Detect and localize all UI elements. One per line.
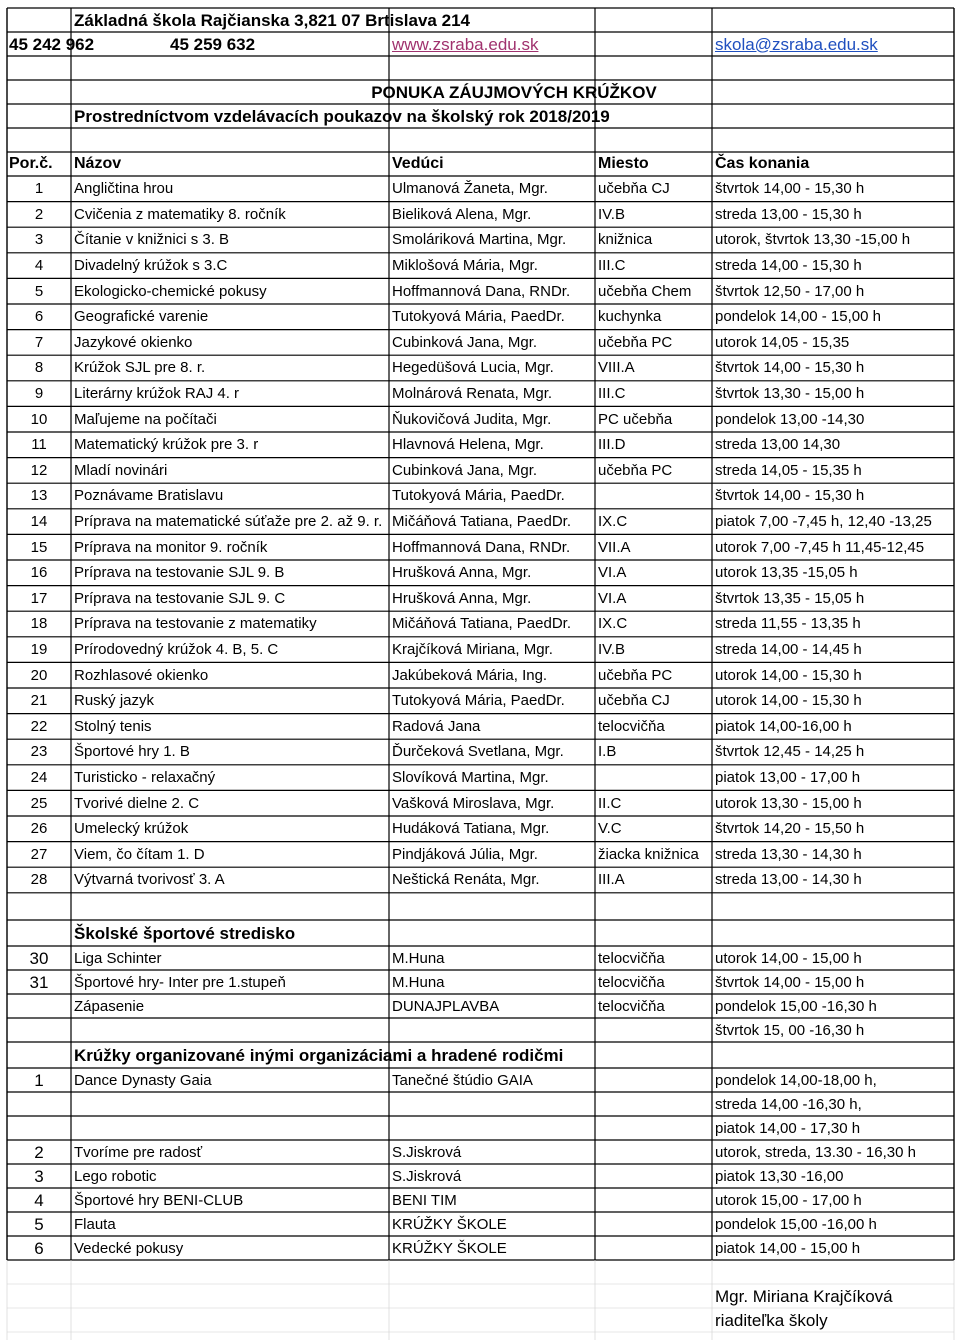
table-row	[0, 586, 960, 612]
course-time: pondelok 15,00 -16,00 h	[715, 1215, 877, 1233]
course-time: streda 14,05 - 15,35 h	[715, 461, 862, 479]
course-place: telocvičňa	[598, 717, 665, 735]
other-section-row	[0, 1042, 960, 1068]
course-name: Mladí novinári	[74, 461, 168, 479]
course-leader: Bieliková Alena, Mgr.	[392, 205, 532, 223]
course-place: V.C	[598, 820, 622, 838]
row-number: 16	[30, 564, 48, 582]
course-leader: Neštická Renáta, Mgr.	[392, 871, 540, 889]
course-time: štvrtok 15, 00 -16,30 h	[715, 1021, 865, 1039]
course-place	[598, 483, 712, 509]
course-leader: Mičáňová Tatiana, PaedDr.	[392, 615, 571, 633]
course-name: Turisticko - relaxačný	[74, 769, 216, 787]
row-number	[7, 1116, 71, 1140]
course-place	[598, 1068, 712, 1092]
course-place: učebňa CJ	[598, 180, 670, 198]
page-title: PONUKA ZÁUJMOVÝCH KRÚŽKOV	[371, 82, 657, 102]
table-row	[0, 176, 960, 202]
course-name: Ruský jazyk	[74, 692, 155, 710]
row-number: 13	[30, 487, 48, 505]
signature-role-row	[0, 1308, 960, 1332]
signature-role: riaditeľka školy	[715, 1310, 828, 1330]
course-time: pondelok 14,00 - 15,00 h	[715, 308, 881, 326]
course-name: Maľujeme na počítači	[74, 410, 217, 428]
course-time: streda 14,00 - 14,45 h	[715, 641, 862, 659]
table-row	[0, 534, 960, 560]
course-time: štvrtok 12,50 - 17,00 h	[715, 282, 865, 300]
course-place: VIII.A	[598, 359, 635, 377]
other-section-title: Krúžky organizované inými organizáciami a hradené rodičmi	[74, 1045, 564, 1065]
course-place: III.C	[598, 385, 626, 403]
row-number: 9	[34, 385, 44, 403]
course-name: Rozhlasové okienko	[74, 666, 209, 684]
table-row	[0, 509, 960, 535]
table-row	[0, 355, 960, 381]
course-time: štvrtok 14,00 - 15,00 h	[715, 973, 865, 991]
course-leader: Hoffmannová Dana, RNDr.	[392, 282, 571, 300]
course-place: telocvičňa	[598, 997, 665, 1015]
row-number: 24	[30, 769, 48, 787]
course-leader: Hrušková Anna, Mgr.	[392, 589, 532, 607]
course-leader: Vašková Miroslava, Mgr.	[392, 794, 555, 812]
row-number: 23	[30, 743, 48, 761]
table-row	[0, 304, 960, 330]
table-row	[0, 1236, 960, 1260]
row-number: 12	[30, 461, 48, 479]
row-number: 17	[30, 589, 48, 607]
course-time: utorok 7,00 -7,45 h 11,45-12,45	[715, 538, 925, 556]
row-number: 6	[34, 1238, 44, 1258]
course-leader: KRÚŽKY ŠKOLE	[392, 1239, 507, 1257]
course-leader: Smoláriková Martina, Mgr.	[392, 231, 567, 249]
row-number: 4	[34, 1190, 44, 1210]
course-leader: Krajčíková Miriana, Mgr.	[392, 641, 553, 659]
course-name: Prírodovedný krúžok 4. B, 5. C	[74, 641, 279, 659]
course-time: utorok 15,00 - 17,00 h	[715, 1191, 862, 1209]
course-place: kuchynka	[598, 308, 662, 326]
course-leader: Slovíková Martina, Mgr.	[392, 769, 549, 787]
row-number: 28	[30, 871, 48, 889]
course-leader: Ďurčeková Svetlana, Mgr.	[392, 743, 564, 761]
course-name: Jazykové okienko	[74, 333, 193, 351]
row-number: 14	[30, 513, 48, 531]
course-leader: Mičáňová Tatiana, PaedDr.	[392, 513, 571, 531]
course-name: Vedecké pokusy	[74, 1239, 184, 1257]
course-place	[598, 1236, 712, 1260]
table-row	[0, 458, 960, 484]
row-number: 2	[34, 205, 44, 223]
course-name: Čítanie v knižnici s 3. B	[74, 231, 230, 249]
table-row	[0, 662, 960, 688]
course-time: štvrtok 14,20 - 15,50 h	[715, 820, 865, 838]
course-time: piatok 13,30 -16,00	[715, 1167, 844, 1185]
row-number: 20	[30, 666, 48, 684]
course-leader	[392, 1018, 594, 1042]
course-leader	[392, 1092, 594, 1116]
row-number: 8	[34, 359, 44, 377]
course-name: Divadelný krúžok s 3.C	[74, 257, 228, 275]
course-leader: M.Huna	[392, 973, 445, 991]
course-name	[74, 1092, 388, 1116]
table-row	[0, 970, 960, 994]
row-number: 26	[30, 820, 48, 838]
table-row	[0, 946, 960, 970]
course-leader: Radová Jana	[392, 717, 481, 735]
course-time: piatok 13,00 - 17,00 h	[715, 769, 861, 787]
col-header-number: Por.č.	[9, 155, 53, 172]
course-time: streda 14,00 -16,30 h,	[715, 1095, 862, 1113]
table-row	[0, 1164, 960, 1188]
course-place: učebňa CJ	[598, 692, 670, 710]
course-name: Príprava na testovanie z matematiky	[74, 615, 317, 633]
course-time: streda 13,30 - 14,30 h	[715, 845, 862, 863]
col-header-leader: Vedúci	[392, 155, 444, 172]
course-name: Príprava na testovanie SJL 9. C	[74, 589, 286, 607]
row-number	[7, 1092, 71, 1116]
course-leader: M.Huna	[392, 949, 445, 967]
course-place	[598, 1212, 712, 1236]
course-place	[598, 1164, 712, 1188]
course-name: Ekologicko-chemické pokusy	[74, 282, 267, 300]
course-place: II.C	[598, 794, 622, 812]
course-leader: Pindjáková Júlia, Mgr.	[392, 845, 538, 863]
course-name: Tvoríme pre radosť	[74, 1143, 203, 1161]
course-name: Poznávame Bratislavu	[74, 487, 224, 505]
course-name: Cvičenia z matematiky 8. ročník	[74, 205, 286, 223]
row-number: 22	[30, 717, 48, 735]
row-number: 6	[34, 308, 44, 326]
course-time: utorok 13,35 -15,05 h	[715, 564, 858, 582]
course-leader: Hoffmannová Dana, RNDr.	[392, 538, 571, 556]
course-name: Dance Dynasty Gaia	[74, 1071, 212, 1089]
course-place: telocvičňa	[598, 973, 665, 991]
contact-row	[0, 32, 960, 56]
table-row	[0, 637, 960, 663]
course-name: Krúžok SJL pre 8. r.	[74, 359, 206, 377]
course-place: III.C	[598, 257, 626, 275]
course-leader: Tanečné štúdio GAIA	[392, 1071, 533, 1089]
page-subtitle: Prostredníctvom vzdelávacích poukazov na školský rok 2018/2019	[74, 106, 610, 126]
table-row	[0, 790, 960, 816]
course-name	[74, 1018, 388, 1042]
course-place: I.B	[598, 743, 617, 761]
course-name: Liga Schinter	[74, 949, 162, 967]
course-time: štvrtok 14,00 - 15,30 h	[715, 359, 865, 377]
title-row	[0, 80, 960, 104]
course-leader: Hrušková Anna, Mgr.	[392, 564, 532, 582]
course-time: streda 13,00 14,30	[715, 436, 841, 454]
course-place: telocvičňa	[598, 949, 665, 967]
course-name: Matematický krúžok pre 3. r	[74, 436, 259, 454]
course-leader: S.Jiskrová	[392, 1167, 462, 1185]
course-name: Viem, čo čítam 1. D	[74, 845, 205, 863]
table-row	[0, 1212, 960, 1236]
course-place: IX.C	[598, 615, 628, 633]
course-place: III.D	[598, 436, 626, 454]
course-name: Výtvarná tvorivosť 3. A	[74, 871, 225, 889]
table-row	[0, 1092, 960, 1116]
col-header-time: Čas konania	[715, 155, 810, 172]
course-place: knižnica	[598, 231, 653, 249]
course-place: III.A	[598, 871, 625, 889]
course-time: štvrtok 13,30 - 15,00 h	[715, 385, 865, 403]
table-row	[0, 611, 960, 637]
course-name: Príprava na testovanie SJL 9. B	[74, 564, 285, 582]
table-row	[0, 560, 960, 586]
course-time: piatok 14,00-16,00 h	[715, 717, 852, 735]
course-time: štvrtok 14,00 - 15,30 h	[715, 487, 865, 505]
course-time: streda 13,00 - 14,30 h	[715, 871, 862, 889]
row-number: 10	[30, 410, 48, 428]
course-time: utorok, štvrtok 13,30 -15,00 h	[715, 231, 911, 249]
table-row	[0, 739, 960, 765]
course-leader: Hegedüšová Lucia, Mgr.	[392, 359, 554, 377]
course-time: štvrtok 14,00 - 15,30 h	[715, 180, 865, 198]
course-leader	[392, 1116, 594, 1140]
row-number: 21	[30, 692, 48, 710]
course-name: Športové hry- Inter pre 1.stupeň	[74, 973, 286, 991]
course-name: Príprava na monitor 9. ročník	[74, 538, 268, 556]
row-number: 19	[30, 641, 48, 659]
course-place: VII.A	[598, 538, 631, 556]
course-place: IX.C	[598, 513, 628, 531]
course-leader: Ňukovičová Judita, Mgr.	[392, 410, 552, 428]
subtitle-row	[0, 104, 960, 128]
course-time: pondelok 13,00 -14,30	[715, 410, 865, 428]
course-time: streda 14,00 - 15,30 h	[715, 257, 862, 275]
column-header-row	[0, 152, 960, 176]
table-row	[0, 714, 960, 740]
phone-1: 45 242 962	[9, 34, 95, 54]
course-time: štvrtok 12,45 - 14,25 h	[715, 743, 865, 761]
course-leader: Tutokyová Mária, PaedDr.	[392, 487, 565, 505]
course-time: piatok 14,00 - 17,30 h	[715, 1119, 861, 1137]
row-number: 31	[29, 972, 49, 992]
course-name: Športové hry BENI-CLUB	[74, 1191, 244, 1209]
course-leader: Ulmanová Žaneta, Mgr.	[392, 180, 548, 198]
signature-name-row	[0, 1284, 960, 1308]
course-leader: DUNAJPLAVBA	[392, 997, 500, 1015]
row-number: 5	[34, 1214, 44, 1234]
course-leader: Hlavnová Helena, Mgr.	[392, 436, 544, 454]
course-place	[598, 1092, 712, 1116]
table-row	[0, 688, 960, 714]
course-leader: Jakúbeková Mária, Ing.	[392, 666, 548, 684]
course-leader: Tutokyová Mária, PaedDr.	[392, 308, 565, 326]
row-number: 4	[34, 257, 44, 275]
row-number: 3	[34, 231, 44, 249]
table-row	[0, 406, 960, 432]
course-place	[598, 1188, 712, 1212]
col-header-place: Miesto	[598, 155, 649, 172]
row-number: 3	[34, 1166, 44, 1186]
row-number: 11	[31, 436, 47, 454]
row-number: 30	[29, 948, 49, 968]
table-row	[0, 1188, 960, 1212]
table-row	[0, 842, 960, 868]
course-time: utorok 13,30 - 15,00 h	[715, 794, 862, 812]
course-place: IV.B	[598, 205, 625, 223]
course-leader: KRÚŽKY ŠKOLE	[392, 1215, 507, 1233]
school-name: Základná škola Rajčianska 3,821 07 Brtislava 214	[74, 10, 470, 30]
row-number	[7, 1018, 71, 1042]
row-number: 2	[34, 1142, 44, 1162]
course-name: Zápasenie	[74, 997, 145, 1015]
course-place: IV.B	[598, 641, 625, 659]
course-time: utorok 14,00 - 15,00 h	[715, 949, 862, 967]
course-name: Literárny krúžok RAJ 4. r	[74, 385, 240, 403]
course-leader: Molnárová Renata, Mgr.	[392, 385, 553, 403]
course-name: Flauta	[74, 1215, 116, 1233]
course-leader: Cubinková Jana, Mgr.	[392, 333, 538, 351]
course-leader: Tutokyová Mária, PaedDr.	[392, 692, 565, 710]
table-row	[0, 483, 960, 509]
table-row	[0, 432, 960, 458]
course-name: Stolný tenis	[74, 717, 152, 735]
course-leader: Cubinková Jana, Mgr.	[392, 461, 538, 479]
course-name: Umelecký krúžok	[74, 820, 189, 838]
row-number: 1	[34, 180, 44, 198]
row-number: 18	[30, 615, 48, 633]
table-row	[0, 1068, 960, 1092]
table-row	[0, 867, 960, 893]
course-time: utorok 14,00 - 15,30 h	[715, 666, 862, 684]
table-row	[0, 330, 960, 356]
course-leader: BENI TIM	[392, 1191, 457, 1209]
course-name: Lego robotic	[74, 1167, 157, 1185]
table-row	[0, 765, 960, 791]
course-name: Angličtina hrou	[74, 180, 174, 198]
course-name: Geografické varenie	[74, 308, 209, 326]
table-row	[0, 253, 960, 279]
row-number	[7, 994, 71, 1018]
course-place: učebňa PC	[598, 461, 673, 479]
row-number: 5	[34, 282, 44, 300]
course-place	[598, 1140, 712, 1164]
table-row	[0, 994, 960, 1018]
phone-2: 45 259 632	[170, 34, 256, 54]
course-name: Športové hry 1. B	[74, 743, 190, 761]
table-row	[0, 1140, 960, 1164]
row-number: 15	[30, 538, 48, 556]
col-header-name: Názov	[74, 155, 122, 172]
row-number: 27	[30, 845, 48, 863]
course-time: streda 11,55 - 13,35 h	[715, 615, 861, 633]
table-row	[0, 278, 960, 304]
course-place	[598, 1018, 712, 1042]
email-link[interactable]: skola@zsraba.edu.sk	[715, 34, 878, 54]
course-time: štvrtok 13,35 - 15,05 h	[715, 589, 865, 607]
sports-section-row	[0, 920, 960, 946]
table-row	[0, 227, 960, 253]
table-row	[0, 202, 960, 228]
course-place: PC učebňa	[598, 410, 673, 428]
course-name	[74, 1116, 388, 1140]
table-row	[0, 1018, 960, 1042]
course-name: Tvorivé dielne 2. C	[74, 794, 200, 812]
signature-name: Mgr. Miriana Krajčíková	[715, 1286, 893, 1306]
course-leader: S.Jiskrová	[392, 1143, 462, 1161]
course-place	[598, 1116, 712, 1140]
course-place	[598, 765, 712, 791]
course-place: učebňa PC	[598, 333, 673, 351]
school-header-row	[0, 8, 960, 32]
course-time: pondelok 15,00 -16,30 h	[715, 997, 877, 1015]
course-time: piatok 7,00 -7,45 h, 12,40 -13,25	[715, 513, 932, 531]
course-time: piatok 14,00 - 15,00 h	[715, 1239, 861, 1257]
course-time: utorok 14,05 - 15,35	[715, 333, 850, 351]
row-number: 1	[34, 1070, 44, 1090]
course-place: učebňa PC	[598, 666, 673, 684]
row-number: 25	[30, 794, 48, 812]
course-time: utorok 14,00 - 15,30 h	[715, 692, 862, 710]
course-place: VI.A	[598, 589, 627, 607]
course-time: pondelok 14,00-18,00 h,	[715, 1071, 877, 1089]
course-place: učebňa Chem	[598, 282, 692, 300]
table-row	[0, 381, 960, 407]
table-row	[0, 816, 960, 842]
table-row	[0, 1116, 960, 1140]
course-place: žiacka knižnica	[598, 845, 699, 863]
course-name: Príprava na matematické súťaže pre 2. až 9. r.	[74, 513, 383, 531]
course-time: utorok, streda, 13.30 - 16,30 h	[715, 1143, 916, 1161]
row-number: 7	[34, 333, 44, 351]
course-time: streda 13,00 - 15,30 h	[715, 205, 862, 223]
course-leader: Hudáková Tatiana, Mgr.	[392, 820, 550, 838]
website-link[interactable]: www.zsraba.edu.sk	[392, 34, 539, 54]
sports-section-title: Školské športové stredisko	[74, 923, 296, 943]
course-leader: Miklošová Mária, Mgr.	[392, 257, 538, 275]
course-place: VI.A	[598, 564, 627, 582]
